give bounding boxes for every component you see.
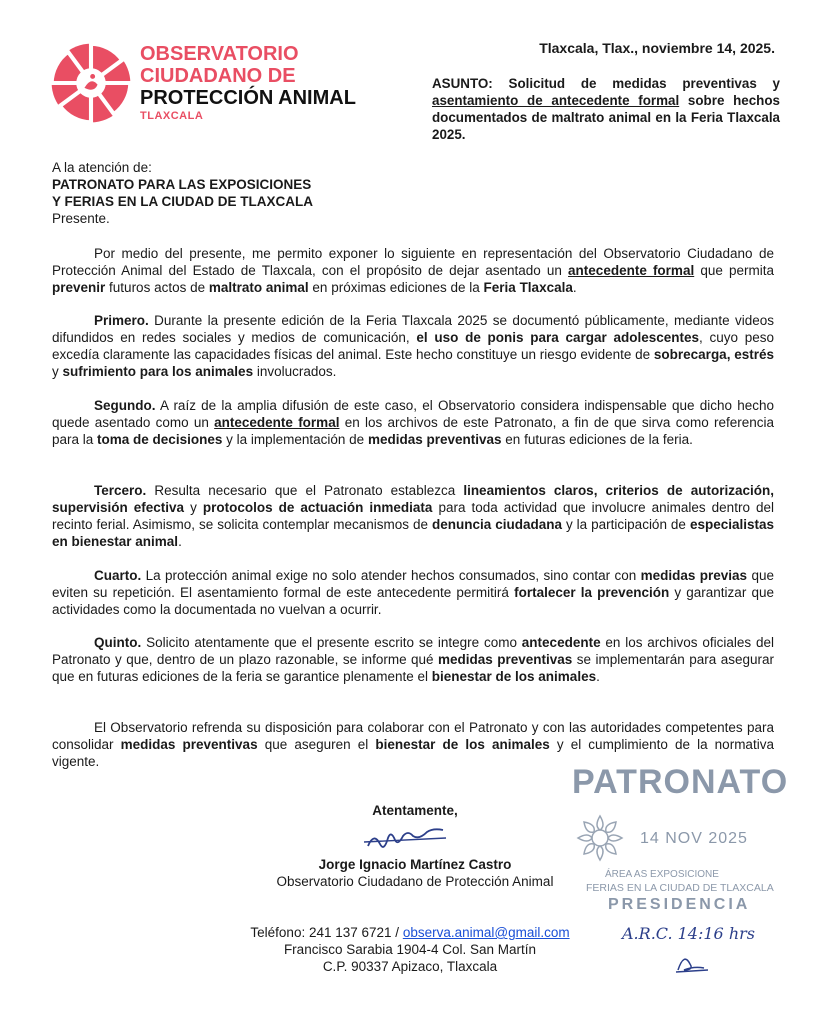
text: La protección animal exige no solo atender hechos consumados, sino contar con (145, 568, 637, 583)
addressee-line-1: PATRONATO PARA LAS EXPOSICIONES (52, 177, 312, 192)
paragraph-label: Quinto. (94, 635, 142, 650)
emphasis: medidas preventivas (120, 737, 258, 752)
presente: Presente. (52, 211, 110, 226)
paragraph-label: Tercero. (94, 483, 147, 498)
text: . (178, 534, 182, 549)
text: . (572, 280, 577, 295)
emphasis: antecedente (521, 635, 601, 650)
emphasis: toma de decisiones (97, 432, 223, 447)
emphasis: medidas preventivas (367, 432, 502, 447)
email-link[interactable]: observa.animal@gmail.com (402, 925, 570, 940)
text: Resulta necesario que el Patronato establezca (154, 483, 456, 498)
paragraph-intro (52, 245, 774, 296)
signer-name: Jorge Ignacio Martínez Castro (318, 857, 512, 872)
text: y la participación de (565, 517, 686, 532)
paragraph-tercero (52, 482, 774, 550)
subject-underlined: asentamiento de antecedente formal (432, 93, 680, 108)
valediction: Atentamente, (372, 803, 458, 818)
emphasis: sufrimiento para los animales (62, 364, 254, 379)
text: que eviten su repetición. El asentamiento formal de este antecedente permitirá (52, 568, 774, 600)
paragraph-cuarto (52, 567, 774, 618)
phone: Teléfono: 241 137 6721 / (250, 925, 400, 940)
text: en los archivos oficiales del Patronato y que, dentro de un plazo razonable, se informe qué (52, 635, 774, 667)
paragraph-label: Primero. (94, 313, 149, 328)
emphasis: maltrato animal (208, 280, 309, 295)
emphasis: Feria Tlaxcala (483, 280, 573, 295)
text: en futuras ediciones de la feria. (505, 432, 693, 447)
emphasis: denuncia ciudadana (431, 517, 562, 532)
stamp-initials-signature (672, 950, 712, 976)
text: y el cumplimiento de la normativa vigente. (52, 737, 774, 769)
stamp-line-3: PRESIDENCIA (608, 896, 751, 913)
text: que permita (700, 263, 774, 278)
text: , cuyo peso excedía claramente las capacidades físicas del animal. Este hecho constituye un riesgo evidente de (52, 330, 774, 362)
organization-logo (50, 42, 132, 124)
text: El Observatorio refrenda su disposición para colaborar con el Patronato y con las autoridades competentes para consolidar (52, 720, 774, 752)
paragraph-segundo (52, 397, 774, 448)
stamp-line-1: ÁREA AS EXPOSICIONE (605, 869, 719, 880)
subject-text-1: Solicitud de medidas preventivas y (508, 76, 780, 91)
text: involucrados. (256, 364, 337, 379)
stamp-handwritten-note: A.R.C. 14:16 hrs (622, 924, 755, 943)
handwritten-signature (360, 828, 450, 856)
text: Por medio del presente, me permito exponer lo siguiente en representación del Observatorio Ciudadano de Protección Animal del Estado de Tlaxcala, con el propósito de dejar asentado un (52, 246, 774, 278)
date-line: Tlaxcala, Tlax., noviembre 14, 2025. (539, 40, 775, 56)
emphasis: bienestar de los animales (375, 737, 550, 752)
subject-label: ASUNTO: (432, 76, 493, 91)
attention-line: A la atención de: (52, 160, 152, 175)
emphasis: antecedente formal (214, 415, 340, 430)
org-location: TLAXCALA (140, 110, 204, 122)
text: y (190, 500, 197, 515)
emphasis: bienestar de los animales (431, 669, 597, 684)
address-line-1: Francisco Sarabia 1904-4 Col. San Martín (283, 942, 537, 957)
text: y (52, 364, 59, 379)
emphasis: sobrecarga, estrés (653, 347, 774, 362)
text: futuros actos de (109, 280, 206, 295)
text: en los archivos de este Patronato, a fin de que sirva como referencia para la (52, 415, 774, 447)
text: . (596, 669, 600, 684)
emphasis: antecedente formal (568, 263, 695, 278)
text: se implementarán para asegurar que en futuras ediciones de la feria se garantice plenamente el (52, 652, 775, 684)
text: y la implementación de (226, 432, 365, 447)
text: y garantizar que actividades como la documentada no vuelvan a ocurrir. (52, 585, 774, 617)
contact-line (210, 924, 610, 941)
emphasis: fortalecer la prevención (514, 585, 670, 600)
paragraph-label: Segundo. (94, 398, 156, 413)
text: en próximas ediciones de la (312, 280, 480, 295)
emphasis: prevenir (52, 280, 106, 295)
emphasis: especialistas en bienestar animal (52, 517, 774, 549)
emphasis: protocolos de actuación inmediata (202, 500, 433, 515)
stamp-emblem-icon (574, 812, 626, 864)
emphasis: medidas previas (640, 568, 748, 583)
address-line-2: C.P. 90337 Apizaco, Tlaxcala (322, 959, 498, 974)
org-name-line-2: CIUDADANO DE (140, 65, 296, 87)
paragraph-primero (52, 312, 774, 380)
signer-organization: Observatorio Ciudadano de Protección Animal (276, 874, 554, 889)
text: para toda actividad que involucre animales dentro del recinto ferial. Asimismo, se solicita contemplar mecanismos de (52, 500, 774, 532)
emphasis: lineamientos claros, criterios de autorización, supervisión efectiva (52, 483, 774, 515)
subject-text-2: sobre hechos documentados de maltrato animal en la Feria Tlaxcala 2025. (432, 93, 780, 142)
emphasis: el uso de ponis para cargar adolescentes (416, 330, 700, 345)
org-name-line-3: PROTECCIÓN ANIMAL (140, 87, 356, 109)
text: que aseguren el (264, 737, 369, 752)
subject (432, 75, 780, 143)
paragraph-label: Cuarto. (94, 568, 142, 583)
text: A raíz de la amplia difusión de este caso, el Observatorio considera indispensable que dicho hecho quede asentado como un (52, 398, 774, 430)
text: Solicito atentamente que el presente escrito se integre como (146, 635, 517, 650)
stamp-line-2: FERIAS EN LA CIUDAD DE TLAXCALA (586, 882, 774, 894)
addressee (52, 159, 313, 227)
org-name-line-1: OBSERVATORIO (140, 43, 299, 65)
text: Durante la presente edición de la Feria Tlaxcala 2025 se documentó públicamente, mediante videos difundidos en redes sociales y medios de comunicación, (52, 313, 774, 345)
paragraph-quinto (52, 634, 774, 685)
stamp-title: PATRONATO (572, 763, 789, 801)
emphasis: medidas preventivas (438, 652, 573, 667)
stamp-date: 14 NOV 2025 (640, 830, 748, 847)
addressee-line-2: Y FERIAS EN LA CIUDAD DE TLAXCALA (52, 194, 314, 209)
